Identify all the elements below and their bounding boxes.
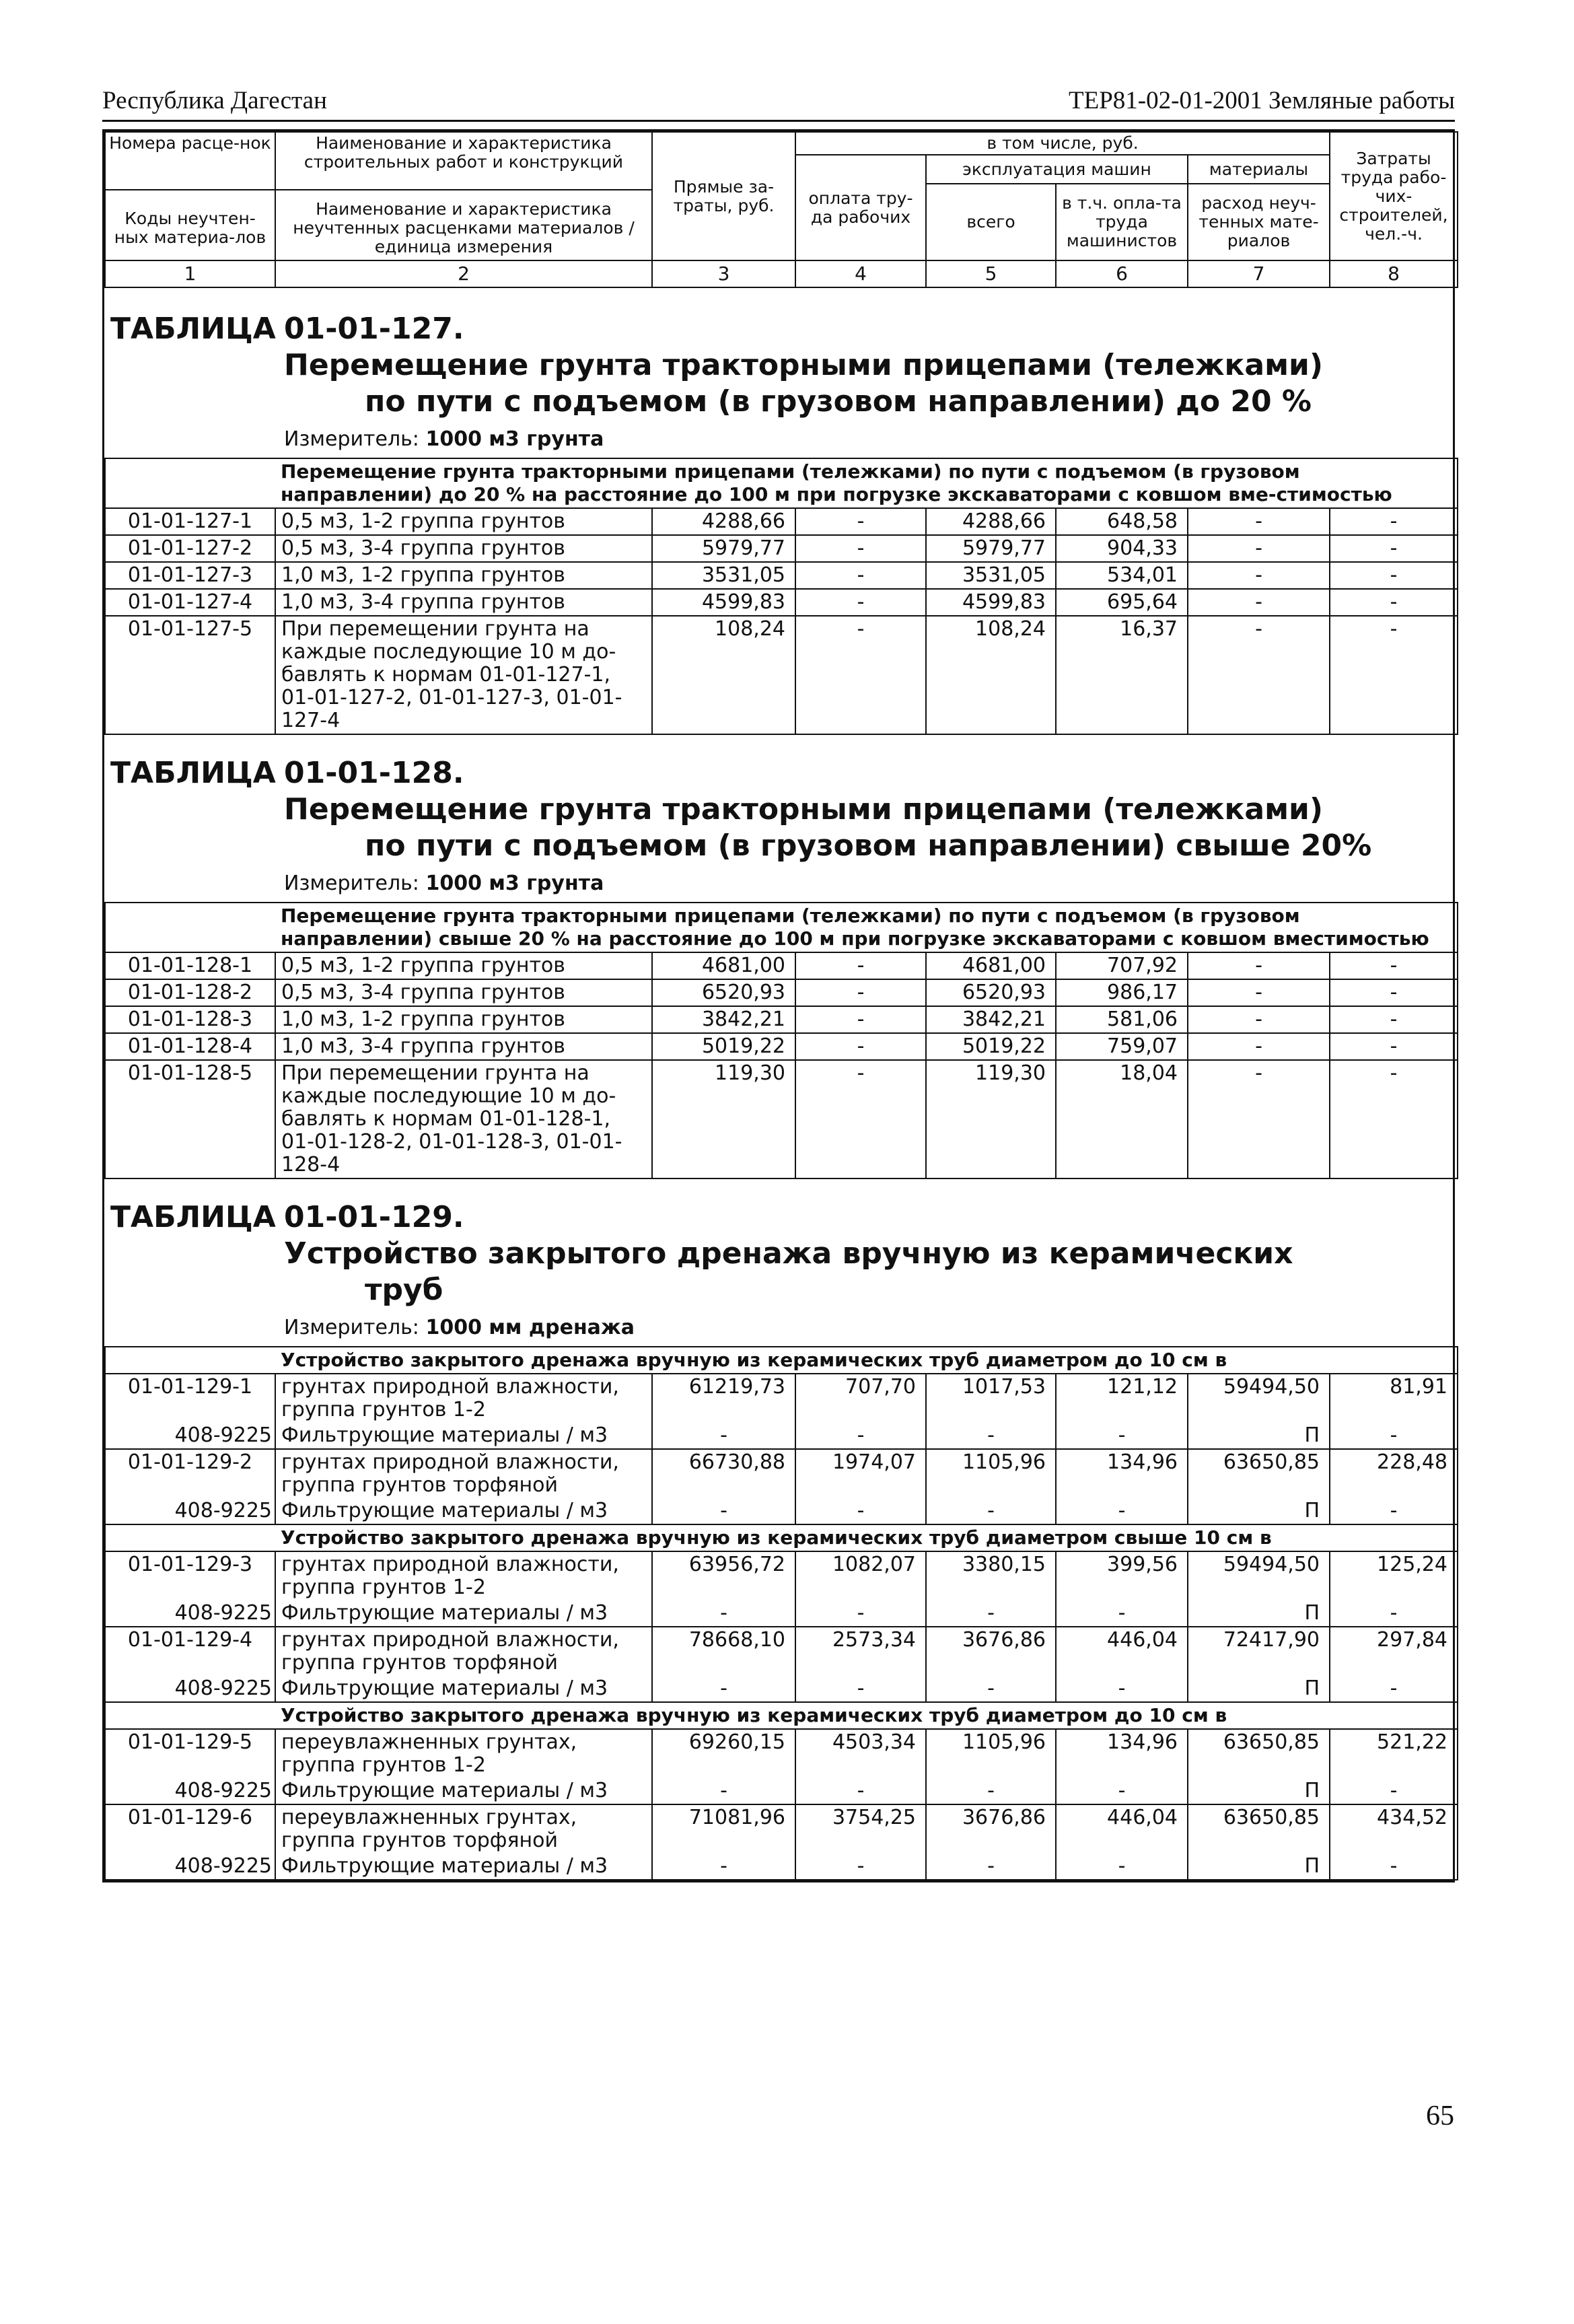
table-title-line-text: Устройство закрытого дренажа вручную из керамических xyxy=(284,1236,1293,1271)
machine-total: 1105,96 xyxy=(926,1729,1056,1778)
material-labor-wages: - xyxy=(795,1498,926,1524)
group-subtitle: Устройство закрытого дренажа вручную из керамических труб диаметром до 10 см в xyxy=(275,1702,1458,1729)
material-consumption: П xyxy=(1188,1676,1330,1702)
material-machine-total: - xyxy=(926,1498,1056,1524)
rate-code: 01-01-129-4 xyxy=(105,1627,275,1676)
labor-hours: 434,52 xyxy=(1330,1804,1458,1854)
measure-label: Измеритель: xyxy=(284,427,419,451)
price-sheet xyxy=(102,129,1455,1882)
rate-code: 01-01-128-2 xyxy=(105,979,275,1006)
table-row xyxy=(105,1033,1458,1060)
col-header-3: Прямые за-траты, руб. xyxy=(652,132,795,260)
direct-costs: 5019,22 xyxy=(652,1033,795,1060)
labor-wages: - xyxy=(795,1060,926,1178)
labor-wages: - xyxy=(795,1033,926,1060)
subtitle-row xyxy=(105,903,1458,952)
table-section-header xyxy=(105,734,1458,903)
labor-hours: - xyxy=(1330,508,1458,535)
material-machinist-wages: - xyxy=(1056,1854,1188,1880)
subtitle-spacer xyxy=(105,903,275,952)
table-row xyxy=(105,508,1458,535)
machinist-wages: 121,12 xyxy=(1056,1374,1188,1423)
machinist-wages: 986,17 xyxy=(1056,979,1188,1006)
work-name: 0,5 м3, 1-2 группа грунтов xyxy=(275,508,652,535)
materials-cost: 63650,85 xyxy=(1188,1449,1330,1498)
material-labor-wages: - xyxy=(795,1676,926,1702)
material-direct-costs: - xyxy=(652,1778,795,1804)
machine-total: 119,30 xyxy=(926,1060,1056,1178)
machinist-wages: 904,33 xyxy=(1056,535,1188,562)
material-code: 408-9225 xyxy=(105,1498,275,1524)
material-consumption: П xyxy=(1188,1854,1330,1880)
table-row xyxy=(105,1551,1458,1600)
group-subtitle: Устройство закрытого дренажа вручную из керамических труб диаметром до 10 см в xyxy=(275,1347,1458,1374)
labor-hours: - xyxy=(1330,562,1458,589)
table-section-header xyxy=(105,287,1458,458)
direct-costs: 63956,72 xyxy=(652,1551,795,1600)
material-row xyxy=(105,1423,1458,1449)
material-code: 408-9225 xyxy=(105,1676,275,1702)
table-code: 01-01-127. xyxy=(284,312,464,346)
material-labor-hours: - xyxy=(1330,1498,1458,1524)
material-name: Фильтрующие материалы / м3 xyxy=(275,1676,652,1702)
materials-cost: 63650,85 xyxy=(1188,1729,1330,1778)
table-row xyxy=(105,562,1458,589)
material-machine-total: - xyxy=(926,1778,1056,1804)
rate-code: 01-01-128-4 xyxy=(105,1033,275,1060)
running-header xyxy=(102,86,1455,124)
materials-cost: 59494,50 xyxy=(1188,1374,1330,1423)
column-number-row xyxy=(105,260,1458,287)
materials-cost: - xyxy=(1188,562,1330,589)
table-row xyxy=(105,616,1458,734)
column-number: 2 xyxy=(275,260,652,287)
direct-costs: 108,24 xyxy=(652,616,795,734)
table-title-line xyxy=(284,311,1452,384)
machinist-wages: 16,37 xyxy=(1056,616,1188,734)
labor-wages: - xyxy=(795,979,926,1006)
header-region: Республика Дагестан xyxy=(102,87,327,114)
table-title-key: ТАБЛИЦА xyxy=(110,756,276,790)
materials-cost: - xyxy=(1188,589,1330,616)
labor-hours: 228,48 xyxy=(1330,1449,1458,1498)
work-name: 0,5 м3, 1-2 группа грунтов xyxy=(275,952,652,979)
group-subtitle: Устройство закрытого дренажа вручную из керамических труб диаметром свыше 10 см в xyxy=(275,1524,1458,1551)
material-machinist-wages: - xyxy=(1056,1423,1188,1449)
col-header-6: в т.ч. опла-та труда машинистов xyxy=(1056,184,1188,260)
column-number: 3 xyxy=(652,260,795,287)
rate-code: 01-01-129-6 xyxy=(105,1804,275,1854)
rate-code: 01-01-128-1 xyxy=(105,952,275,979)
material-machine-total: - xyxy=(926,1600,1056,1627)
material-code: 408-9225 xyxy=(105,1778,275,1804)
material-machinist-wages: - xyxy=(1056,1600,1188,1627)
table-row xyxy=(105,1449,1458,1498)
material-labor-hours: - xyxy=(1330,1423,1458,1449)
measure-label: Измеритель: xyxy=(284,872,419,895)
material-code: 408-9225 xyxy=(105,1854,275,1880)
direct-costs: 4599,83 xyxy=(652,589,795,616)
subtitle-spacer xyxy=(105,458,275,508)
column-number: 1 xyxy=(105,260,275,287)
table-row xyxy=(105,1006,1458,1033)
work-name: 0,5 м3, 3-4 группа грунтов xyxy=(275,979,652,1006)
subtitle-row xyxy=(105,458,1458,508)
material-labor-wages: - xyxy=(795,1778,926,1804)
table-row xyxy=(105,1729,1458,1778)
machinist-wages: 648,58 xyxy=(1056,508,1188,535)
material-code: 408-9225 xyxy=(105,1600,275,1627)
labor-hours: 125,24 xyxy=(1330,1551,1458,1600)
machine-total: 5019,22 xyxy=(926,1033,1056,1060)
work-name: 1,0 м3, 3-4 группа грунтов xyxy=(275,1033,652,1060)
table-title-text xyxy=(284,311,1452,420)
table-row xyxy=(105,589,1458,616)
machinist-wages: 446,04 xyxy=(1056,1804,1188,1854)
table-title xyxy=(110,1199,1452,1308)
material-direct-costs: - xyxy=(652,1423,795,1449)
material-row xyxy=(105,1854,1458,1880)
labor-hours: 297,84 xyxy=(1330,1627,1458,1676)
work-name: 1,0 м3, 1-2 группа грунтов xyxy=(275,562,652,589)
page-number: 65 xyxy=(1426,2101,1454,2132)
work-name: 1,0 м3, 1-2 группа грунтов xyxy=(275,1006,652,1033)
labor-wages: - xyxy=(795,508,926,535)
machinist-wages: 18,04 xyxy=(1056,1060,1188,1178)
col-header-2-bottom: Наименование и характеристика неучтенных расценками материалов / единица измерения xyxy=(275,197,652,260)
material-name: Фильтрующие материалы / м3 xyxy=(275,1600,652,1627)
table-title-line: труб xyxy=(365,1273,443,1307)
labor-hours: - xyxy=(1330,1006,1458,1033)
work-name: переувлажненных грунтах, группа грунтов 1-2 xyxy=(275,1729,652,1778)
machinist-wages: 534,01 xyxy=(1056,562,1188,589)
machinist-wages: 707,92 xyxy=(1056,952,1188,979)
work-name: грунтах природной влажности, группа грунтов 1-2 xyxy=(275,1374,652,1423)
table-row xyxy=(105,979,1458,1006)
direct-costs: 4681,00 xyxy=(652,952,795,979)
group-subtitle: Перемещение грунта тракторными прицепами (тележками) по пути с подъемом (в грузовом направлении) свыше 20 % на расстояние до 100 м при погрузке экскаваторами с ковшом вместимостью xyxy=(275,903,1458,952)
labor-wages: - xyxy=(795,1006,926,1033)
material-direct-costs: - xyxy=(652,1676,795,1702)
labor-hours: 81,91 xyxy=(1330,1374,1458,1423)
table-section-header xyxy=(105,1178,1458,1347)
table-title-key: ТАБЛИЦА xyxy=(110,312,276,346)
machine-total: 3380,15 xyxy=(926,1551,1056,1600)
material-direct-costs: - xyxy=(652,1600,795,1627)
table-title-text xyxy=(284,1199,1452,1308)
table-title xyxy=(110,311,1452,420)
labor-wages: 707,70 xyxy=(795,1374,926,1423)
labor-hours: - xyxy=(1330,1060,1458,1178)
labor-wages: 4503,34 xyxy=(795,1729,926,1778)
work-name: 0,5 м3, 3-4 группа грунтов xyxy=(275,535,652,562)
materials-cost: - xyxy=(1188,616,1330,734)
machinist-wages: 695,64 xyxy=(1056,589,1188,616)
material-name: Фильтрующие материалы / м3 xyxy=(275,1854,652,1880)
material-consumption: П xyxy=(1188,1778,1330,1804)
labor-hours: - xyxy=(1330,589,1458,616)
table-title-line: по пути с подъемом (в грузовом направлении) до 20 % xyxy=(365,384,1312,419)
labor-wages: 3754,25 xyxy=(795,1804,926,1854)
materials-cost: 63650,85 xyxy=(1188,1804,1330,1854)
materials-cost: - xyxy=(1188,535,1330,562)
rate-code: 01-01-129-3 xyxy=(105,1551,275,1600)
direct-costs: 119,30 xyxy=(652,1060,795,1178)
labor-wages: - xyxy=(795,616,926,734)
machine-total: 4288,66 xyxy=(926,508,1056,535)
work-name: 1,0 м3, 3-4 группа грунтов xyxy=(275,589,652,616)
material-consumption: П xyxy=(1188,1423,1330,1449)
machine-total: 6520,93 xyxy=(926,979,1056,1006)
direct-costs: 4288,66 xyxy=(652,508,795,535)
materials-cost: - xyxy=(1188,952,1330,979)
materials-cost: 59494,50 xyxy=(1188,1551,1330,1600)
labor-wages: - xyxy=(795,589,926,616)
column-number: 7 xyxy=(1188,260,1330,287)
price-table xyxy=(104,131,1458,1880)
measure-value: 1000 мм дренажа xyxy=(425,1316,635,1339)
materials-cost: - xyxy=(1188,1060,1330,1178)
machine-total: 4599,83 xyxy=(926,589,1056,616)
col-header-7: расход неуч-тенных мате-риалов xyxy=(1188,184,1330,260)
material-machine-total: - xyxy=(926,1854,1056,1880)
measure-label: Измеритель: xyxy=(284,1316,419,1339)
column-header-row-1 xyxy=(105,132,1458,155)
material-name: Фильтрующие материалы / м3 xyxy=(275,1498,652,1524)
col-header-1-bottom: Коды неучтен-ных материа-лов xyxy=(105,197,275,260)
machine-total: 5979,77 xyxy=(926,535,1056,562)
material-machine-total: - xyxy=(926,1676,1056,1702)
material-labor-wages: - xyxy=(795,1423,926,1449)
direct-costs: 78668,10 xyxy=(652,1627,795,1676)
work-name: При перемещении грунта на каждые последующие 10 м до-бавлять к нормам 01-01-128-1, 01-01-128-2, 01-01-128-3, 01-01-128-4 xyxy=(275,1060,652,1178)
material-row xyxy=(105,1778,1458,1804)
machinist-wages: 134,96 xyxy=(1056,1449,1188,1498)
rate-code: 01-01-127-1 xyxy=(105,508,275,535)
table-measure xyxy=(284,1316,1452,1339)
direct-costs: 71081,96 xyxy=(652,1804,795,1854)
measure-value: 1000 м3 грунта xyxy=(425,427,604,451)
material-code: 408-9225 xyxy=(105,1423,275,1449)
col-header-exploitation: эксплуатация машин xyxy=(926,155,1188,184)
rate-code: 01-01-129-5 xyxy=(105,1729,275,1778)
machine-total: 3676,86 xyxy=(926,1627,1056,1676)
subtitle-spacer xyxy=(105,1524,275,1551)
machine-total: 3842,21 xyxy=(926,1006,1056,1033)
col-header-group: в том числе, руб. xyxy=(795,132,1330,155)
table-title xyxy=(110,755,1452,864)
labor-wages: 1082,07 xyxy=(795,1551,926,1600)
col-header-5: всего xyxy=(926,184,1056,260)
labor-wages: 2573,34 xyxy=(795,1627,926,1676)
rate-code: 01-01-127-5 xyxy=(105,616,275,734)
table-title-key: ТАБЛИЦА xyxy=(110,1200,276,1234)
machine-total: 108,24 xyxy=(926,616,1056,734)
rate-code: 01-01-127-4 xyxy=(105,589,275,616)
material-machinist-wages: - xyxy=(1056,1676,1188,1702)
material-name: Фильтрующие материалы / м3 xyxy=(275,1423,652,1449)
material-row xyxy=(105,1600,1458,1627)
table-title-line xyxy=(284,755,1452,828)
direct-costs: 61219,73 xyxy=(652,1374,795,1423)
subtitle-spacer xyxy=(105,1702,275,1729)
work-name: грунтах природной влажности, группа грунтов 1-2 xyxy=(275,1551,652,1600)
work-name: переувлажненных грунтах, группа грунтов торфяной xyxy=(275,1804,652,1854)
material-labor-wages: - xyxy=(795,1600,926,1627)
labor-hours: - xyxy=(1330,1033,1458,1060)
materials-cost: - xyxy=(1188,508,1330,535)
material-machinist-wages: - xyxy=(1056,1778,1188,1804)
table-title-line: по пути с подъемом (в грузовом направлении) свыше 20% xyxy=(365,829,1372,863)
header-rule xyxy=(102,120,1455,122)
machine-total: 1017,53 xyxy=(926,1374,1056,1423)
materials-cost: 72417,90 xyxy=(1188,1627,1330,1676)
work-name: грунтах природной влажности, группа грунтов торфяной xyxy=(275,1449,652,1498)
material-direct-costs: - xyxy=(652,1854,795,1880)
labor-hours: - xyxy=(1330,979,1458,1006)
material-consumption: П xyxy=(1188,1600,1330,1627)
labor-wages: - xyxy=(795,562,926,589)
col-header-4: оплата тру-да рабочих xyxy=(795,155,926,260)
subtitle-row xyxy=(105,1524,1458,1551)
measure-value: 1000 м3 грунта xyxy=(425,872,604,895)
col-header-8: Затраты труда рабо-чих-строителей, чел.-ч. xyxy=(1330,132,1458,260)
table-title-line-text: Перемещение грунта тракторными прицепами (тележками) xyxy=(284,792,1323,826)
machinist-wages: 134,96 xyxy=(1056,1729,1188,1778)
subtitle-row xyxy=(105,1702,1458,1729)
machinist-wages: 399,56 xyxy=(1056,1551,1188,1600)
direct-costs: 66730,88 xyxy=(652,1449,795,1498)
subtitle-row xyxy=(105,1347,1458,1374)
table-code: 01-01-128. xyxy=(284,756,464,790)
column-number: 6 xyxy=(1056,260,1188,287)
material-machine-total: - xyxy=(926,1423,1056,1449)
material-row xyxy=(105,1676,1458,1702)
header-document-code: ТЕР81-02-01-2001 Земляные работы xyxy=(1069,87,1455,114)
labor-wages: - xyxy=(795,535,926,562)
machinist-wages: 759,07 xyxy=(1056,1033,1188,1060)
table-title-line xyxy=(284,1199,1452,1272)
machine-total: 3676,86 xyxy=(926,1804,1056,1854)
labor-hours: - xyxy=(1330,616,1458,734)
material-labor-hours: - xyxy=(1330,1778,1458,1804)
direct-costs: 5979,77 xyxy=(652,535,795,562)
materials-cost: - xyxy=(1188,979,1330,1006)
table-row xyxy=(105,952,1458,979)
labor-hours: - xyxy=(1330,535,1458,562)
labor-wages: - xyxy=(795,952,926,979)
material-direct-costs: - xyxy=(652,1498,795,1524)
machine-total: 1105,96 xyxy=(926,1449,1056,1498)
materials-cost: - xyxy=(1188,1033,1330,1060)
rate-code: 01-01-127-3 xyxy=(105,562,275,589)
machinist-wages: 581,06 xyxy=(1056,1006,1188,1033)
material-name: Фильтрующие материалы / м3 xyxy=(275,1778,652,1804)
table-title-line-text: Перемещение грунта тракторными прицепами (тележками) xyxy=(284,348,1323,382)
rate-code: 01-01-129-2 xyxy=(105,1449,275,1498)
column-number: 8 xyxy=(1330,260,1458,287)
material-labor-hours: - xyxy=(1330,1676,1458,1702)
col-header-1-top: Номера расце-нок xyxy=(105,132,275,190)
table-row xyxy=(105,1804,1458,1854)
table-row xyxy=(105,535,1458,562)
labor-wages: 1974,07 xyxy=(795,1449,926,1498)
table-row xyxy=(105,1627,1458,1676)
machinist-wages: 446,04 xyxy=(1056,1627,1188,1676)
table-row xyxy=(105,1374,1458,1423)
table-row xyxy=(105,1060,1458,1178)
table-measure xyxy=(284,872,1452,895)
col-header-2-top: Наименование и характеристика строительных работ и конструкций xyxy=(275,132,652,190)
work-name: При перемещении грунта на каждые последующие 10 м до-бавлять к нормам 01-01-127-1, 01-01-127-2, 01-01-127-3, 01-01-127-4 xyxy=(275,616,652,734)
material-machinist-wages: - xyxy=(1056,1498,1188,1524)
material-row xyxy=(105,1498,1458,1524)
rate-code: 01-01-128-5 xyxy=(105,1060,275,1178)
material-consumption: П xyxy=(1188,1498,1330,1524)
table-measure xyxy=(284,428,1452,451)
direct-costs: 69260,15 xyxy=(652,1729,795,1778)
rate-code: 01-01-129-1 xyxy=(105,1374,275,1423)
col-header-materials: материалы xyxy=(1188,155,1330,184)
rate-code: 01-01-127-2 xyxy=(105,535,275,562)
labor-hours: 521,22 xyxy=(1330,1729,1458,1778)
table-title-text xyxy=(284,755,1452,864)
machine-total: 3531,05 xyxy=(926,562,1056,589)
direct-costs: 6520,93 xyxy=(652,979,795,1006)
material-labor-hours: - xyxy=(1330,1854,1458,1880)
direct-costs: 3531,05 xyxy=(652,562,795,589)
material-labor-hours: - xyxy=(1330,1600,1458,1627)
group-subtitle: Перемещение грунта тракторными прицепами (тележками) по пути с подъемом (в грузовом направлении) до 20 % на расстояние до 100 м при погрузке экскаваторами с ковшом вме-стимостью xyxy=(275,458,1458,508)
materials-cost: - xyxy=(1188,1006,1330,1033)
column-number: 5 xyxy=(926,260,1056,287)
material-labor-wages: - xyxy=(795,1854,926,1880)
work-name: грунтах природной влажности, группа грунтов торфяной xyxy=(275,1627,652,1676)
table-code: 01-01-129. xyxy=(284,1200,464,1234)
labor-hours: - xyxy=(1330,952,1458,979)
column-number: 4 xyxy=(795,260,926,287)
subtitle-spacer xyxy=(105,1347,275,1374)
machine-total: 4681,00 xyxy=(926,952,1056,979)
rate-code: 01-01-128-3 xyxy=(105,1006,275,1033)
direct-costs: 3842,21 xyxy=(652,1006,795,1033)
